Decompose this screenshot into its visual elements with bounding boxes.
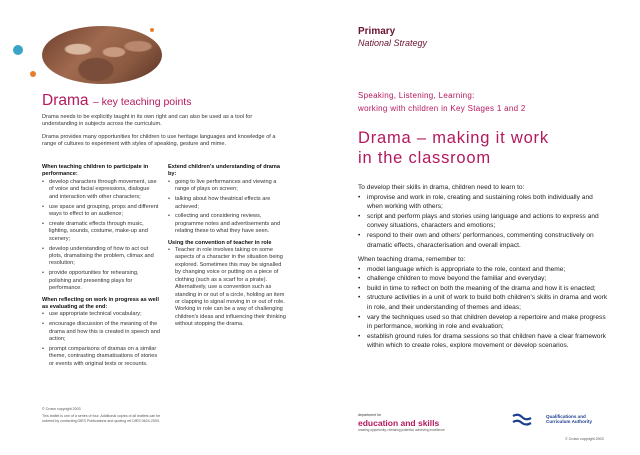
list-item: • develop understanding of how to act out plots, dramatising the problem, climax and resolution; — [42, 246, 160, 268]
remember-list — [358, 265, 608, 351]
left-column-1 — [42, 164, 160, 371]
list-item: • challenge children to move beyond the familiar and everyday; — [358, 274, 608, 284]
list-item: • Teacher in role involves taking on some aspects of a character in the situation being explored. Sometimes this may be signalled by changing voice or putting on a piece of clothing (such as a scarf for a pirate). Alternatively, use a convention such as standing in or out of a circle, holding an item or clapping to signal moving in or out of role. Working in role can be a way of challenging children's ideas and influencing their thinking without stopping the drama. — [168, 247, 286, 328]
left-title-main: Drama — [42, 92, 89, 109]
list-item: • encourage discussion of the meaning of the drama and how this is created in speech and action; — [42, 321, 160, 343]
list-item: • use appropriate technical vocabulary; — [42, 311, 160, 318]
brand-national-strategy: National Strategy — [358, 38, 428, 48]
series-line-2: working with children in Key Stages 1 and 2 — [358, 103, 526, 113]
series-title — [358, 90, 526, 115]
teacher-in-role-heading: Using the convention of teacher in role — [168, 239, 272, 246]
right-page-title — [358, 128, 549, 168]
list-item: • establish ground rules for drama sessions so that children have a clear framework within which to create roles, explore movement or develop scenarios. — [358, 332, 608, 351]
list-item: • create dramatic effects through music, lighting, sounds, costume, make-up and scenery; — [42, 221, 160, 243]
drama-photo — [42, 26, 162, 84]
participate-heading: When teaching children to participate in performance: — [42, 164, 149, 178]
dfes-small-text: department for — [358, 413, 382, 417]
develop-section — [358, 183, 608, 250]
list-item: • build in time to reflect on both the meaning of the drama and how it is enacted; — [358, 284, 608, 294]
participate-list — [42, 179, 160, 293]
list-item: • model language which is appropriate to the role, context and theme; — [358, 265, 608, 275]
left-page-title — [42, 92, 191, 110]
left-title-sub: – key teaching points — [92, 96, 192, 108]
extend-list — [168, 179, 286, 236]
develop-intro: To develop their skills in drama, children need to learn to: — [358, 184, 525, 191]
list-item: • provide opportunities for rehearsing, polishing and presenting plays for performance. — [42, 270, 160, 292]
reflecting-heading: When reflecting on work in progress as well as evaluating at the end: — [42, 296, 159, 310]
remember-intro: When teaching drama, remember to: — [358, 256, 466, 263]
list-item: • talking about how theatrical effects are achieved; — [168, 196, 286, 211]
series-line-1: Speaking, Listening, Learning: — [358, 91, 475, 100]
left-column-2 — [168, 164, 286, 331]
left-copyright: © Crown copyright 2003 — [42, 407, 81, 411]
brand-primary: Primary — [358, 26, 396, 37]
dfes-logo — [358, 413, 445, 432]
qca-logo-icon — [512, 413, 532, 426]
list-item: • collecting and considering reviews, programme notes and advertisements and relating these to what they have seen. — [168, 213, 286, 235]
right-title-line-2: in the classroom — [358, 149, 491, 167]
dfes-tagline: creating opportunity, releasing potential, achieving excellence — [358, 428, 445, 432]
qca-line-2: Curriculum Authority — [546, 419, 593, 425]
remember-section — [358, 255, 608, 351]
list-item: • going to live performances and viewing a range of plays on screen; — [168, 179, 286, 194]
list-item: • script and perform plays and stories using language and actions to express and convey situations, characters and emotions; — [358, 212, 608, 231]
develop-list — [358, 193, 608, 251]
list-item: • prompt comparisons of dramas on a similar theme, contrasting dramatisations of stories or events with original texts or recounts. — [42, 346, 160, 368]
list-item: • structure activities in a unit of work to build both children's skills in drama and work in role, and their understanding of themes and ideas; — [358, 293, 608, 312]
decorative-dot-orange — [30, 71, 36, 77]
intro-paragraph-2: Drama provides many opportunities for children to use heritage languages and knowledge of a range of cultures to experiment with styles of speaking, gesture and mime. — [42, 134, 276, 148]
dfes-main-text: education and skills — [358, 418, 440, 428]
decorative-dot-orange-small — [150, 28, 154, 32]
list-item: • develop characters through movement, use of voice and facial expressions, dialogue and interaction with other characters; — [42, 179, 160, 201]
list-item: • improvise and work in role, creating and sustaining roles both individually and when working with others; — [358, 193, 608, 212]
right-copyright: © Crown copyright 2003 — [565, 437, 604, 441]
list-item: • respond to their own and others' performances, commenting constructively on dramatic effects, characterisation and overall impact. — [358, 231, 608, 250]
teacher-in-role-list — [168, 247, 286, 328]
list-item: • vary the techniques used so that children develop a repertoire and make progress in performance, working in role and evaluation; — [358, 313, 608, 332]
left-footer-note: This leaflet is one of a series of four. Additional copies of all leaflets can be ordered by contacting DfES Publications and quoting ref DfES 0624-2003. — [42, 414, 161, 423]
reflecting-list — [42, 311, 160, 368]
list-item: • use space and grouping, props and different ways to effect to an audience; — [42, 204, 160, 219]
decorative-dot-teal — [13, 45, 23, 55]
intro-paragraph-1: Drama needs to be explicitly taught in its own right and can also be used as a tool for understanding in subjects across the curriculum. — [42, 114, 253, 128]
qca-name — [546, 414, 592, 425]
right-title-line-1: Drama – making it work — [358, 129, 549, 147]
qca-line-1: Qualifications and — [546, 414, 586, 419]
extend-heading: Extend children's understanding of drama by: — [168, 164, 280, 178]
